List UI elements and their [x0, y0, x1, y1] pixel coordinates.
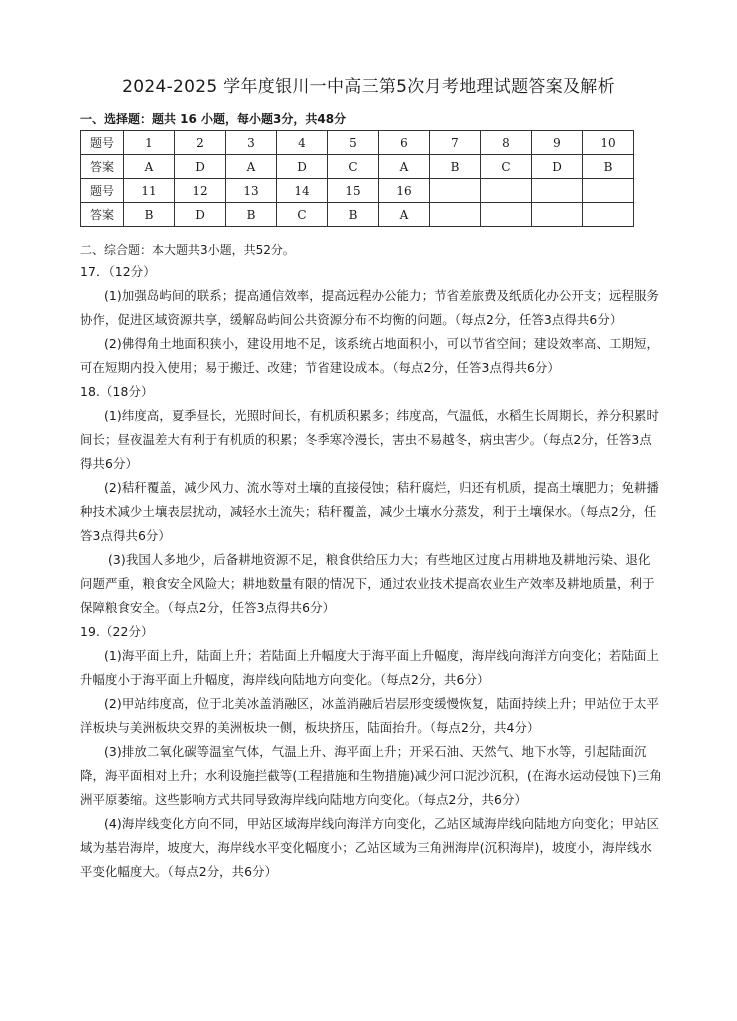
table-cell — [583, 203, 634, 227]
table-cell: 15 — [328, 179, 379, 203]
table-cell: 16 — [379, 179, 430, 203]
table-cell: B — [583, 155, 634, 179]
table-cell: 9 — [532, 131, 583, 155]
table-cell — [481, 203, 532, 227]
table-cell — [430, 203, 481, 227]
table-cell: C — [328, 155, 379, 179]
question-18-heading: 18.（18分） — [80, 384, 154, 399]
table-cell: D — [175, 203, 226, 227]
question-18-part-3: (3)我国人多地少，后备耕地资源不足，粮食供给压力大；有些地区过度占用耕地及耕地污染、退化问题严重，粮食安全风险大；耕地数量有限的情况下，通过农业技术提高农业生产效率及耕地质量，利于保障粮食安全。（每点2分，任答3点得共6分） — [80, 552, 655, 615]
table-cell: C — [277, 203, 328, 227]
table-cell: 2 — [175, 131, 226, 155]
table-cell: 13 — [226, 179, 277, 203]
question-19-heading: 19.（22分） — [80, 624, 154, 639]
row-label-question: 题号 — [81, 179, 124, 203]
question-18-part-1: (1)纬度高，夏季昼长，光照时间长，有机质积累多；纬度高，气温低，水稻生长周期长，养分积累时间长；昼夜温差大有利于有机质的积累；冬季寒冷漫长，害虫不易越冬，病虫害少。（每点2分，任答3点得共6分） — [80, 408, 659, 471]
question-17-heading: 17．（12分） — [80, 264, 156, 279]
question-19-part-1: (1)海平面上升，陆面上升；若陆面上升幅度大于海平面上升幅度，海岸线向海洋方向变化；若陆面上升幅度小于海平面上升幅度，海岸线向陆地方向变化。（每点2分，共6分） — [80, 648, 659, 687]
table-cell: 10 — [583, 131, 634, 155]
table-cell: B — [124, 203, 175, 227]
table-cell: A — [226, 155, 277, 179]
answer-body — [80, 260, 662, 884]
table-cell: D — [277, 155, 328, 179]
table-cell — [430, 179, 481, 203]
table-cell — [583, 179, 634, 203]
table-cell: A — [379, 155, 430, 179]
page-title: 2024-2025 学年度银川一中高三第5次月考地理试题答案及解析 — [122, 77, 615, 97]
table-cell: D — [532, 155, 583, 179]
table-cell — [481, 179, 532, 203]
table-cell: 14 — [277, 179, 328, 203]
table-cell: B — [328, 203, 379, 227]
table-cell: 6 — [379, 131, 430, 155]
table-cell: B — [226, 203, 277, 227]
table-cell — [532, 179, 583, 203]
table-cell — [532, 203, 583, 227]
table-cell: 1 — [124, 131, 175, 155]
answer-table — [80, 130, 634, 227]
table-cell: 3 — [226, 131, 277, 155]
table-row — [81, 203, 634, 227]
table-cell: 12 — [175, 179, 226, 203]
row-label-answer: 答案 — [81, 155, 124, 179]
table-cell: D — [175, 155, 226, 179]
table-cell: 7 — [430, 131, 481, 155]
question-19-part-4: (4)海岸线变化方向不同，甲站区域海岸线向海洋方向变化，乙站区域海岸线向陆地方向变化；甲站区域为基岩海岸，坡度大，海岸线水平变化幅度小；乙站区域为三角洲海岸(沉积海岸)，坡度小，海岸线水平变化幅度大。（每点2分，共6分） — [80, 816, 659, 879]
row-label-question: 题号 — [81, 131, 124, 155]
table-cell: C — [481, 155, 532, 179]
table-row — [81, 131, 634, 155]
table-cell: A — [124, 155, 175, 179]
question-19-part-2: (2)甲站纬度高，位于北美冰盖消融区，冰盖消融后岩层形变缓慢恢复，陆面持续上升；甲站位于太平洋板块与美洲板块交界的美洲板块一侧，板块挤压，陆面抬升。（每点2分，共4分） — [80, 696, 659, 735]
table-cell: 11 — [124, 179, 175, 203]
row-label-answer: 答案 — [81, 203, 124, 227]
question-18-part-2: (2)秸秆覆盖，减少风力、流水等对土壤的直接侵蚀；秸秆腐烂，归还有机质，提高土壤肥力；免耕播种技术减少土壤表层扰动，减轻水土流失；秸秆覆盖，减少土壤水分蒸发，利于土壤保水。（每点2分，任答3点得共6分） — [80, 480, 659, 543]
question-19-part-3: (3)排放二氧化碳等温室气体，气温上升、海平面上升；开采石油、天然气、地下水等，引起陆面沉降，海平面相对上升；水利设施拦截等(工程措施和生物措施)减少河口泥沙沉积，(在海水运动侵蚀下)三角洲平原萎缩。这些影响方式共同导致海岸线向陆地方向变化。（每点2分，共6分） — [80, 744, 662, 807]
table-row — [81, 155, 634, 179]
table-row — [81, 179, 634, 203]
section2-heading: 二、综合题：本大题共3小题，共52分。 — [80, 243, 295, 257]
table-cell: 5 — [328, 131, 379, 155]
table-cell: 4 — [277, 131, 328, 155]
table-cell: B — [430, 155, 481, 179]
section1-heading: 一、选择题：题共 16 小题，每小题3分，共48分 — [80, 112, 347, 126]
table-cell: A — [379, 203, 430, 227]
table-cell: 8 — [481, 131, 532, 155]
question-17-part-2: (2)佛得角土地面积狭小，建设用地不足，该系统占地面积小，可以节省空间；建设效率高、工期短，可在短期内投入使用；易于搬迁、改建；节省建设成本。（每点2分，任答3点得共6分） — [80, 336, 659, 375]
question-17-part-1: (1)加强岛屿间的联系；提高通信效率，提高远程办公能力；节省差旅费及纸质化办公开支；远程服务协作，促进区域资源共享，缓解岛屿间公共资源分布不均衡的问题。（每点2分，任答3点得共6分） — [80, 288, 659, 327]
